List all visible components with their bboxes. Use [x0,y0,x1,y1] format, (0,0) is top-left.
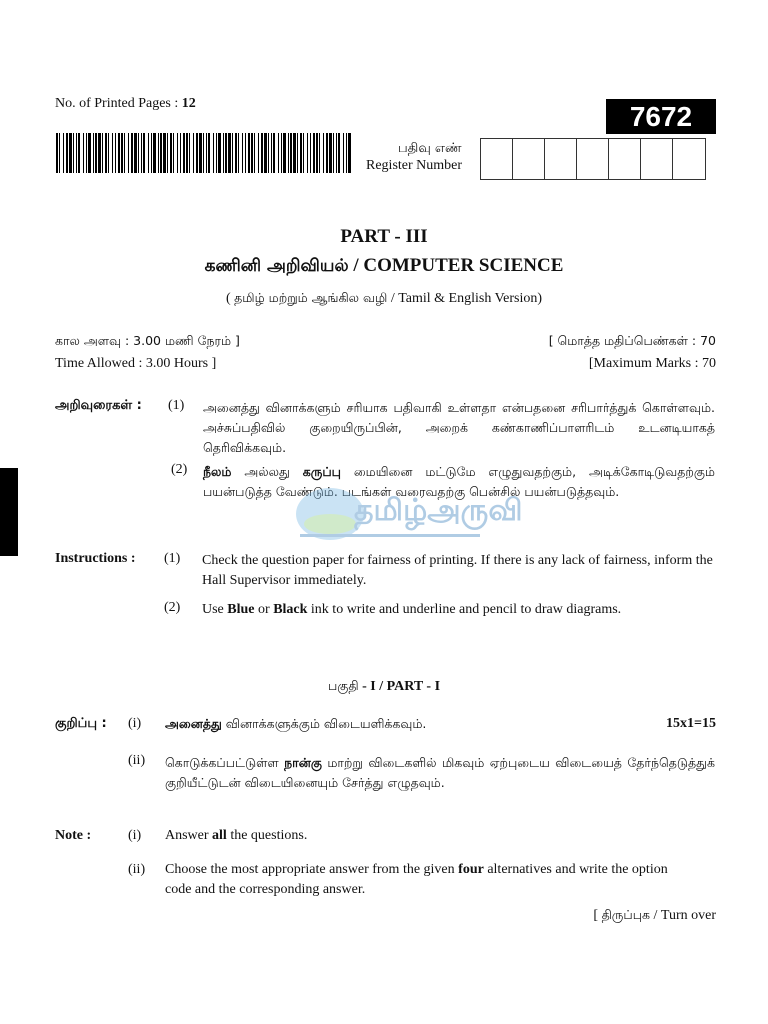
barcode-bar [180,133,181,173]
barcode-bar [258,133,259,173]
subject-separator: / [348,255,364,276]
paper-code: 7672 [606,99,716,134]
note-tamil-i-text [165,716,426,733]
printed-pages-label: No. of Printed Pages : [55,96,182,111]
barcode-bar [326,133,328,173]
barcode-bar [300,133,302,173]
instructions-tamil-item2-rest: மையினை மட்டுமே எழுதுவதற்கும், அடிக்கோடிடுவதற்கும் பயன்படுத்த வேண்டும். படங்கள் வரைவதற்கு பென்சில் பயன்படுத்தவும். [203,464,715,499]
barcode-bar [283,133,286,173]
barcode-bar [193,133,194,173]
barcode-bar [167,133,168,173]
barcode-bar [186,133,188,173]
barcode-bar [278,133,279,173]
barcode-bar [83,133,84,173]
barcode-bar [199,133,202,173]
barcode-bar [76,133,77,173]
note-english-four: four [458,862,484,877]
note-label-tamil: குறிப்பு : [55,716,107,731]
barcode [56,133,350,173]
note-english-i-text [165,828,307,844]
printed-pages-line [55,96,196,112]
barcode-bar [261,133,263,173]
barcode-bar [290,133,292,173]
barcode-bar [316,133,318,173]
ink-black-tamil: கருப்பு [302,464,341,479]
barcode-bar [141,133,142,173]
watermark-logo [292,474,523,544]
version-line [0,290,768,307]
watermark-text: தமிழ்அருவி [354,493,523,528]
turn-over-tamil: திருப்புக [601,907,650,922]
note-english-ii-post: alternatives and write the option code and the corresponding answer. [165,862,668,897]
barcode-bar [134,133,137,173]
barcode-bar [346,133,347,173]
instructions-english-item2-number: (2) [164,600,181,615]
barcode-bar [297,133,298,173]
or-tamil: அல்லது [231,464,303,479]
note-english-all: all [212,828,227,843]
barcode-bar [271,133,272,173]
ink-blue-tamil: நீலம் [203,464,232,479]
use-text: Use [202,602,228,617]
barcode-bar [138,133,139,173]
barcode-bar [177,133,178,173]
barcode-bar [206,133,207,173]
note-tamil-ii-rest: மாற்று விடைகளில் மிகவும் ஏற்புடைய விடையைத் தேர்ந்தெடுத்துக் குறியீட்டுடன் விடையினையும் சேர்த்து எழுதவும். [165,755,715,790]
barcode-bar [323,133,324,173]
max-marks-english: [Maximum Marks : 70 [588,356,716,371]
part-one-marks: 15x1=15 [666,716,716,731]
barcode-bar [288,133,289,173]
barcode-bar [208,133,210,173]
subject-english: COMPUTER SCIENCE [363,255,564,276]
part-one-heading-english: - I / PART - I [358,679,441,694]
barcode-bar [66,133,68,173]
version-open: ( [225,291,235,306]
register-label-english: Register Number [366,158,463,173]
barcode-bar [115,133,116,173]
barcode-bar [293,133,296,173]
barcode-bar [196,133,198,173]
barcode-bar [273,133,275,173]
version-english: / Tamil & English Version) [387,291,543,306]
register-digit-box[interactable] [641,139,673,179]
barcode-bar [63,133,64,173]
watermark-graphic [292,474,523,544]
barcode-bar [218,133,221,173]
note-english-i-post: the questions. [226,828,308,843]
barcode-bar [73,133,74,173]
max-marks-tamil: [ மொத்த மதிப்பெண்கள் : 70 [548,333,716,348]
barcode-bar [235,133,237,173]
barcode-bar [86,133,87,173]
barcode-bar [69,133,72,173]
barcode-bar [225,133,227,173]
instructions-english-item1-number: (1) [164,551,181,566]
note-english-ii-number: (ii) [128,862,146,877]
barcode-bar [329,133,332,173]
instructions-english-label: Instructions : [55,551,136,566]
barcode-bar [319,133,320,173]
note-label-english: Note : [55,828,92,843]
register-label-tamil: பதிவு எண் [398,141,462,156]
subject-tamil: கணினி அறிவியல் [204,256,349,276]
side-marker-bar [0,468,18,556]
register-number-boxes[interactable] [480,138,706,180]
barcode-bar [88,133,91,173]
note-tamil-ii-number: (ii) [128,753,146,768]
barcode-bar [151,133,152,173]
instructions-tamil-item1-number: (1) [168,398,185,413]
note-tamil-ii-text [165,753,715,793]
turn-over [593,907,716,924]
turn-over-open: [ [593,908,602,923]
note-english-i-pre: Answer [165,828,213,843]
instructions-english-item2-rest: ink to write and underline and pencil to draw diagrams. [307,602,622,617]
note-tamil-i-number: (i) [128,716,142,731]
note-english-ii-text [165,860,685,900]
printed-pages-value: 12 [181,96,196,111]
barcode-bar [336,133,337,173]
turn-over-english: / Turn over [650,908,716,923]
barcode-bar [242,133,243,173]
barcode-bar [251,133,253,173]
time-allowed-english: Time Allowed : 3.00 Hours ] [55,356,217,371]
register-digit-box[interactable] [609,139,641,179]
part-title: PART - III [340,226,428,247]
register-digit-box[interactable] [545,139,577,179]
barcode-bar [245,133,246,173]
barcode-bar [333,133,334,173]
barcode-bar [173,133,174,173]
note-english-ii-pre: Choose the most appropriate answer from the given [165,862,459,877]
barcode-bar [143,133,145,173]
barcode-bar [98,133,101,173]
register-digit-box[interactable] [577,139,609,179]
barcode-bar [112,133,113,173]
version-tamil: தமிழ் மற்றும் ஆங்கில வழி [234,290,388,305]
barcode-bar [213,133,214,173]
barcode-bar [216,133,217,173]
barcode-bar [268,133,269,173]
barcode-bar [313,133,315,173]
instructions-english-item1-text: Check the question paper for fairness of printing. If there is any lack of fairness, inform the Hall Supervisor immediately. [202,553,713,588]
register-digit-box[interactable] [513,139,545,179]
barcode-bar [93,133,94,173]
instructions-english-item2-text [202,600,718,620]
barcode-bar [105,133,107,173]
ink-black: Black [273,602,308,617]
barcode-bar [158,133,159,173]
barcode-bar [203,133,204,173]
part-one-heading-tamil: பகுதி [327,678,359,693]
barcode-bar [264,133,267,173]
barcode-bar [343,133,344,173]
barcode-bar [183,133,185,173]
barcode-bar [189,133,190,173]
barcode-bar [131,133,133,173]
note-tamil-ii-pre: கொடுக்கப்பட்டுள்ள [165,755,285,770]
barcode-bar [232,133,233,173]
barcode-bar [160,133,162,173]
instructions-tamil-item1-text: அனைத்து வினாக்களும் சரியாக பதிவாகி உள்ளதா என்பதனை சரிபார்த்துக் கொள்ளவும். அச்சுப்பதிவில் குறையிருப்பின், அறைக் கண்காணிப்பாளரிடம் உடனடியாகத் தெரிவிக்கவும். [203,400,715,455]
barcode-bar [163,133,166,173]
register-digit-box[interactable] [673,139,705,179]
barcode-bar [170,133,172,173]
barcode-bar [254,133,255,173]
barcode-bar [59,133,60,173]
register-digit-box[interactable] [481,139,513,179]
barcode-bar [228,133,231,173]
instructions-tamil-item2-number: (2) [171,462,188,477]
barcode-bar [303,133,304,173]
barcode-bar [223,133,224,173]
barcode-bar [56,133,58,173]
barcode-bar [128,133,129,173]
barcode-bar [153,133,156,173]
note-english-i-number: (i) [128,828,142,843]
barcode-bar [118,133,120,173]
barcode-bar [248,133,250,173]
or-text: or [254,602,274,617]
barcode-bar [148,133,149,173]
subject-title [0,255,768,278]
barcode-bar [108,133,109,173]
barcode-bar [238,133,239,173]
barcode-bar [95,133,97,173]
barcode-bar [348,133,351,173]
barcode-bar [338,133,340,173]
barcode-bar [124,133,125,173]
barcode-bar [281,133,282,173]
barcode-bar [307,133,308,173]
ink-blue: Blue [227,602,255,617]
note-tamil-all: அனைத்து [165,716,222,731]
note-tamil-i-rest: வினாக்களுக்கும் விடையளிக்கவும். [221,716,427,731]
note-tamil-four: நான்கு [284,755,322,770]
instructions-tamil-label: அறிவுரைகள் : [55,398,142,413]
barcode-bar [121,133,123,173]
barcode-bar [310,133,311,173]
barcode-bar [78,133,80,173]
time-allowed-tamil: கால அளவு : 3.00 மணி நேரம் ] [55,333,240,348]
barcode-bar [102,133,103,173]
part-one-heading [0,678,768,695]
